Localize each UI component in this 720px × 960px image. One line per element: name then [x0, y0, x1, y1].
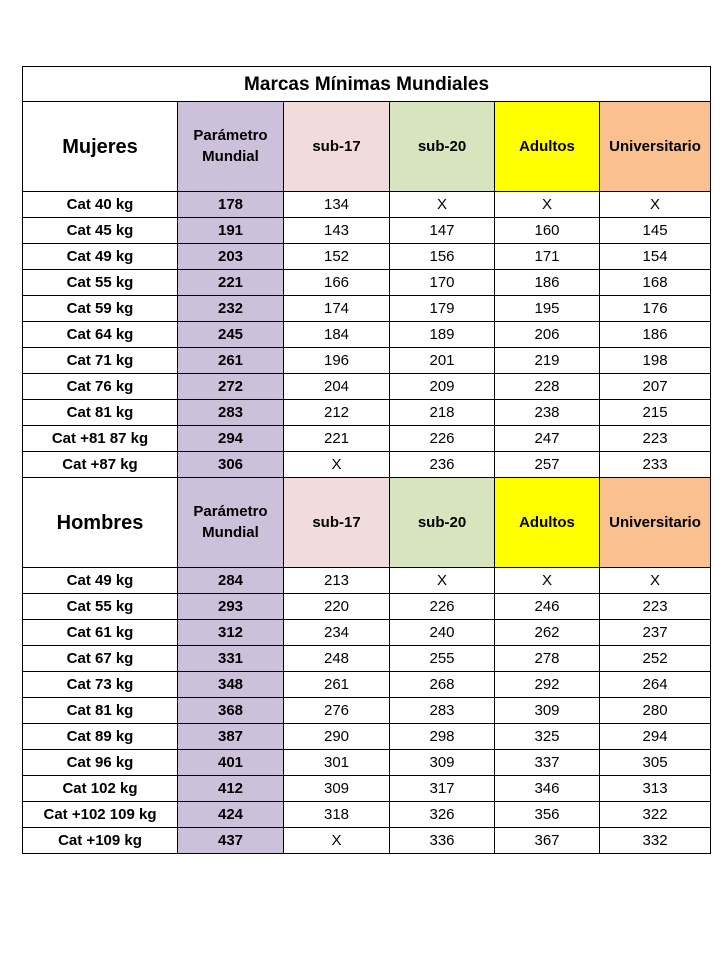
table-row [23, 400, 711, 426]
table-row [23, 646, 711, 672]
cell-universitario: 186 [600, 322, 711, 348]
cell-universitario: 294 [600, 724, 711, 750]
cell-universitario: X [600, 192, 711, 218]
cell-sub20: 240 [390, 620, 495, 646]
cell-universitario: 215 [600, 400, 711, 426]
cell-sub17: 184 [284, 322, 390, 348]
cell-universitario: 322 [600, 802, 711, 828]
cell-universitario: 313 [600, 776, 711, 802]
table-row [23, 348, 711, 374]
table-row [23, 594, 711, 620]
cell-param: 284 [178, 568, 284, 594]
cell-adultos: 262 [495, 620, 600, 646]
section-header-row [23, 478, 711, 568]
cell-universitario: 264 [600, 672, 711, 698]
cell-param: 245 [178, 322, 284, 348]
column-header-sub20: sub-20 [390, 102, 495, 192]
table-row [23, 568, 711, 594]
cell-param: 221 [178, 270, 284, 296]
cell-adultos: 292 [495, 672, 600, 698]
cell-param: 283 [178, 400, 284, 426]
cell-sub17: 276 [284, 698, 390, 724]
cell-sub17: 174 [284, 296, 390, 322]
cell-universitario: 223 [600, 594, 711, 620]
cell-adultos: 186 [495, 270, 600, 296]
cell-adultos: 228 [495, 374, 600, 400]
cell-sub20: 283 [390, 698, 495, 724]
cell-param: 348 [178, 672, 284, 698]
cell-sub17: 261 [284, 672, 390, 698]
category-cell: Cat 96 kg [23, 750, 178, 776]
table-row [23, 426, 711, 452]
cell-sub17: X [284, 452, 390, 478]
column-header-adultos: Adultos [495, 102, 600, 192]
column-header-sub20: sub-20 [390, 478, 495, 568]
cell-sub20: 156 [390, 244, 495, 270]
cell-sub17: 166 [284, 270, 390, 296]
cell-param: 306 [178, 452, 284, 478]
cell-sub20: 336 [390, 828, 495, 854]
table-row [23, 776, 711, 802]
cell-sub17: 221 [284, 426, 390, 452]
cell-universitario: 233 [600, 452, 711, 478]
cell-sub20: 179 [390, 296, 495, 322]
cell-adultos: X [495, 568, 600, 594]
table-row [23, 620, 711, 646]
category-cell: Cat 55 kg [23, 270, 178, 296]
table-row [23, 698, 711, 724]
cell-param: 312 [178, 620, 284, 646]
cell-universitario: 176 [600, 296, 711, 322]
cell-sub17: 318 [284, 802, 390, 828]
category-cell: Cat 71 kg [23, 348, 178, 374]
cell-param: 294 [178, 426, 284, 452]
column-header-param: Parámetro Mundial [178, 478, 284, 568]
category-cell: Cat +81 87 kg [23, 426, 178, 452]
cell-adultos: 309 [495, 698, 600, 724]
cell-adultos: 278 [495, 646, 600, 672]
section-header-row [23, 102, 711, 192]
cell-sub20: 317 [390, 776, 495, 802]
cell-universitario: 305 [600, 750, 711, 776]
category-cell: Cat 76 kg [23, 374, 178, 400]
column-header-param: Parámetro Mundial [178, 102, 284, 192]
cell-adultos: 325 [495, 724, 600, 750]
cell-universitario: 237 [600, 620, 711, 646]
table-row [23, 802, 711, 828]
category-cell: Cat +109 kg [23, 828, 178, 854]
category-cell: Cat 55 kg [23, 594, 178, 620]
cell-sub20: 226 [390, 594, 495, 620]
table-row [23, 724, 711, 750]
cell-universitario: 280 [600, 698, 711, 724]
cell-universitario: 252 [600, 646, 711, 672]
cell-universitario: 145 [600, 218, 711, 244]
category-cell: Cat 45 kg [23, 218, 178, 244]
cell-adultos: 367 [495, 828, 600, 854]
cell-adultos: 257 [495, 452, 600, 478]
cell-param: 191 [178, 218, 284, 244]
marcas-table [22, 66, 711, 854]
cell-adultos: 195 [495, 296, 600, 322]
cell-sub17: 213 [284, 568, 390, 594]
cell-adultos: 160 [495, 218, 600, 244]
category-cell: Cat 59 kg [23, 296, 178, 322]
cell-sub20: 209 [390, 374, 495, 400]
cell-sub20: 236 [390, 452, 495, 478]
column-header-universitario: Universitario [600, 478, 711, 568]
category-cell: Cat 81 kg [23, 400, 178, 426]
cell-param: 331 [178, 646, 284, 672]
category-cell: Cat 49 kg [23, 568, 178, 594]
cell-sub17: 212 [284, 400, 390, 426]
cell-param: 178 [178, 192, 284, 218]
cell-sub20: 298 [390, 724, 495, 750]
column-header-universitario: Universitario [600, 102, 711, 192]
category-cell: Cat 73 kg [23, 672, 178, 698]
cell-sub20: X [390, 192, 495, 218]
cell-sub17: 290 [284, 724, 390, 750]
column-header-sub17: sub-17 [284, 102, 390, 192]
category-cell: Cat 81 kg [23, 698, 178, 724]
cell-sub20: 170 [390, 270, 495, 296]
category-cell: Cat 64 kg [23, 322, 178, 348]
cell-sub17: 196 [284, 348, 390, 374]
cell-param: 272 [178, 374, 284, 400]
table-title: Marcas Mínimas Mundiales [23, 67, 711, 102]
cell-sub20: 201 [390, 348, 495, 374]
column-header-sub17: sub-17 [284, 478, 390, 568]
cell-universitario: 207 [600, 374, 711, 400]
cell-sub17: 134 [284, 192, 390, 218]
cell-sub17: 301 [284, 750, 390, 776]
category-cell: Cat 40 kg [23, 192, 178, 218]
cell-sub20: 326 [390, 802, 495, 828]
cell-sub17: 143 [284, 218, 390, 244]
cell-sub20: 226 [390, 426, 495, 452]
cell-sub17: 204 [284, 374, 390, 400]
category-cell: Cat 49 kg [23, 244, 178, 270]
cell-sub20: 309 [390, 750, 495, 776]
table-row [23, 452, 711, 478]
cell-sub17: 220 [284, 594, 390, 620]
cell-universitario: 198 [600, 348, 711, 374]
cell-sub17: 234 [284, 620, 390, 646]
cell-adultos: 238 [495, 400, 600, 426]
cell-sub17: 152 [284, 244, 390, 270]
cell-param: 368 [178, 698, 284, 724]
table-row [23, 270, 711, 296]
cell-sub20: 255 [390, 646, 495, 672]
cell-sub20: X [390, 568, 495, 594]
cell-adultos: X [495, 192, 600, 218]
cell-adultos: 356 [495, 802, 600, 828]
cell-adultos: 247 [495, 426, 600, 452]
cell-sub20: 268 [390, 672, 495, 698]
table-body [23, 67, 711, 854]
table-row [23, 322, 711, 348]
cell-param: 401 [178, 750, 284, 776]
table-row [23, 374, 711, 400]
category-cell: Cat 89 kg [23, 724, 178, 750]
cell-sub20: 147 [390, 218, 495, 244]
table-row [23, 828, 711, 854]
table-row [23, 672, 711, 698]
category-cell: Cat 102 kg [23, 776, 178, 802]
cell-sub20: 218 [390, 400, 495, 426]
table-row [23, 192, 711, 218]
cell-adultos: 219 [495, 348, 600, 374]
cell-sub20: 189 [390, 322, 495, 348]
cell-sub17: X [284, 828, 390, 854]
cell-sub17: 248 [284, 646, 390, 672]
column-header-adultos: Adultos [495, 478, 600, 568]
cell-adultos: 171 [495, 244, 600, 270]
section-label: Mujeres [23, 102, 178, 192]
cell-param: 203 [178, 244, 284, 270]
cell-param: 437 [178, 828, 284, 854]
cell-param: 293 [178, 594, 284, 620]
cell-universitario: 332 [600, 828, 711, 854]
category-cell: Cat +102 109 kg [23, 802, 178, 828]
cell-param: 412 [178, 776, 284, 802]
cell-param: 424 [178, 802, 284, 828]
category-cell: Cat +87 kg [23, 452, 178, 478]
category-cell: Cat 67 kg [23, 646, 178, 672]
cell-adultos: 337 [495, 750, 600, 776]
cell-param: 387 [178, 724, 284, 750]
table-row [23, 750, 711, 776]
cell-adultos: 346 [495, 776, 600, 802]
cell-param: 261 [178, 348, 284, 374]
cell-param: 232 [178, 296, 284, 322]
table-row [23, 244, 711, 270]
table-row [23, 296, 711, 322]
cell-adultos: 206 [495, 322, 600, 348]
section-label: Hombres [23, 478, 178, 568]
cell-adultos: 246 [495, 594, 600, 620]
cell-universitario: X [600, 568, 711, 594]
table-row [23, 218, 711, 244]
cell-sub17: 309 [284, 776, 390, 802]
cell-universitario: 168 [600, 270, 711, 296]
cell-universitario: 154 [600, 244, 711, 270]
category-cell: Cat 61 kg [23, 620, 178, 646]
cell-universitario: 223 [600, 426, 711, 452]
